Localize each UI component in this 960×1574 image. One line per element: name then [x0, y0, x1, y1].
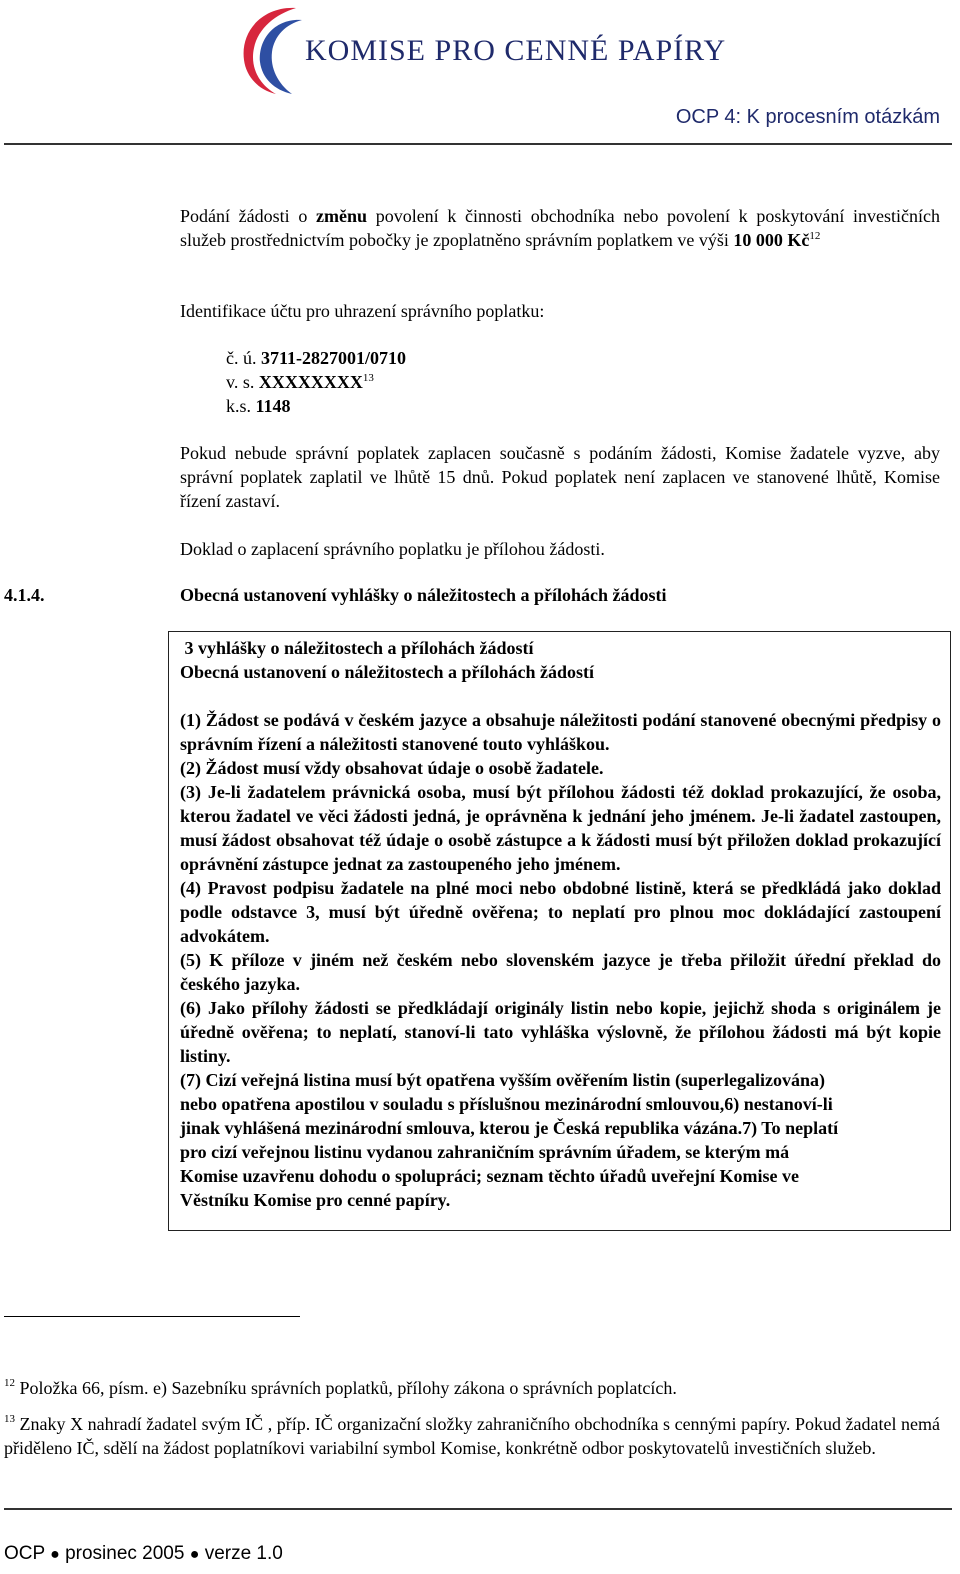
regulation-paragraph-3: (3) Je-li žadatelem právnická osoba, musí být přílohou žádosti též doklad prokazující, že osoba, kterou žadatel ve věci žádosti jedná, je oprávněna k jednání jeho jménem. Je-li žadatel zastoupen, musí žádost obsahovat též údaje o osobě zástupce a k žádosti musí být přiložen doklad prokazující oprávnění zástupce jednat za zastoupeného jeho jménem.: [180, 782, 941, 874]
regulation-heading-1: 3 vyhlášky o náležitostech a přílohách žádostí: [180, 638, 534, 658]
logo-swoosh-icon: [236, 2, 312, 98]
payment-note: Pokud nebude správní poplatek zaplacen současně s podáním žádosti, Komise žadatele vyzve, aby správní poplatek zaplatil ve lhůtě 15 dnů. Pokud poplatek není zaplacen ve stanovené lhůtě, Komise řízení zastaví.: [180, 443, 940, 511]
variable-symbol: [226, 370, 374, 394]
footnote-ref-13: 13: [362, 372, 374, 384]
footer-org: OCP: [4, 1543, 45, 1564]
footer-date: prosinec 2005: [65, 1543, 185, 1564]
footnote-12-number: 12: [4, 1377, 15, 1389]
regulation-paragraph-7-line: (7) Cizí veřejná listina musí být opatřena vyšším ověřením listin (superlegalizována): [180, 1070, 825, 1090]
footnote-13: [4, 1412, 940, 1460]
receipt-note: Doklad o zaplacení správního poplatku je přílohou žádosti.: [180, 539, 605, 559]
regulation-paragraph-5: (5) K příloze v jiném než českém nebo slovenském jazyce je třeba přiložit úřední překlad do českého jazyka.: [180, 950, 941, 994]
regulation-paragraph-2: (2) Žádost musí vždy obsahovat údaje o osobě žadatele.: [180, 758, 604, 778]
footer-bullet-icon: ●: [50, 1546, 60, 1563]
logo: [236, 2, 312, 98]
footnote-separator: [4, 1316, 300, 1317]
regulation-paragraph-7: [180, 1068, 941, 1212]
footnote-13-number: 13: [4, 1413, 15, 1425]
footer-bullet-icon: ●: [189, 1546, 200, 1563]
regulation-heading-2: Obecná ustanovení o náležitostech a přílohách žádostí: [180, 662, 595, 682]
footnote-13-text: Znaky X nahradí žadatel svým IČ , příp. IČ organizační složky zahraničního obchodníka s cennými papíry. Pokud žadatel nemá přiděleno IČ, sdělí na žádost poplatníkovi variabilní symbol Komise, konkrétně odbor poskytovatelů investičních služeb.: [4, 1414, 940, 1458]
regulation-paragraph-7-line: pro cizí veřejnou listinu vydanou zahraničním správním úřadem, se kterým má: [180, 1142, 790, 1162]
section-number: 4.1.4.: [4, 585, 45, 605]
regulation-paragraph-7-line: jinak vyhlášená mezinárodní smlouva, kterou je Česká republika vázána.7) To neplatí: [180, 1118, 839, 1138]
fee-paragraph: [180, 204, 940, 252]
footer-divider: [4, 1508, 952, 1510]
regulation-paragraph-7-line: Věstníku Komise pro cenné papíry.: [180, 1190, 451, 1210]
regulation-text: [180, 636, 941, 1212]
header-divider: [4, 143, 952, 145]
regulation-box: [168, 631, 951, 1231]
regulation-paragraph-1: (1) Žádost se podává v českém jazyce a obsahuje náležitosti podání stanovené obecnými předpisy o správním řízení a náležitosti stanovené touto vyhláškou.: [180, 710, 941, 754]
fee-amount: 10 000 Kč: [733, 230, 810, 250]
regulation-paragraph-7-line: Komise uzavřenu dohodu o spolupráci; seznam těchto úřadů uveřejní Komise ve: [180, 1166, 799, 1186]
footnote-12-text: Položka 66, písm. e) Sazebníku správních poplatků, přílohy zákona o správních poplatcích.: [15, 1378, 677, 1398]
footnote-ref-12: 12: [809, 230, 821, 242]
fee-text-after: povolení k činnosti obchodníka nebo povolení k poskytování investičních služeb prostřednictvím pobočky je zpoplatněno správním poplatkem ve výši: [180, 206, 940, 250]
footer-version: verze 1.0: [204, 1543, 283, 1564]
account-number-value: 3711-2827001/0710: [261, 348, 407, 368]
logo-text: KOMISE PRO CENNÉ PAPÍRY: [305, 34, 727, 67]
section-title: Obecná ustanovení vyhlášky o náležitostech a přílohách žádosti: [180, 585, 667, 605]
footnote-12: [4, 1376, 940, 1400]
regulation-paragraph-6: (6) Jako přílohy žádosti se předkládají originály listin nebo kopie, jejichž shoda s originálem je úředně ověřena; to neplatí, stanoví-li tato vyhláška výslovně, že přílohou žádosti má být kopie listiny.: [180, 998, 941, 1066]
constant-symbol-value: 1148: [255, 396, 291, 416]
fee-text-bold: změnu: [316, 206, 368, 226]
blank-line: [180, 684, 941, 708]
constant-symbol-label: k.s.: [226, 396, 252, 416]
regulation-paragraph-7-line: nebo opatřena apostilou v souladu s příslušnou mezinárodní smlouvou,6) nestanoví-li: [180, 1094, 833, 1114]
account-number-label: č. ú.: [226, 348, 257, 368]
page-footer: [4, 1543, 283, 1565]
constant-symbol: [226, 394, 291, 418]
regulation-paragraph-4: (4) Pravost podpisu žadatele na plné moci nebo obdobné listině, která se předkládá jako doklad podle odstavce 3, musí být úředně ověřena; to neplatí pro plnou moc dokládající zastoupení advokátem.: [180, 878, 941, 946]
variable-symbol-value: XXXXXXXX: [258, 372, 363, 392]
account-intro: Identifikace účtu pro uhrazení správního poplatku:: [180, 301, 545, 321]
document-title: OCP 4: K procesním otázkám: [675, 106, 940, 128]
account-number: [226, 346, 406, 370]
fee-text-before: Podání žádosti o: [180, 206, 317, 226]
variable-symbol-label: v. s.: [226, 372, 255, 392]
